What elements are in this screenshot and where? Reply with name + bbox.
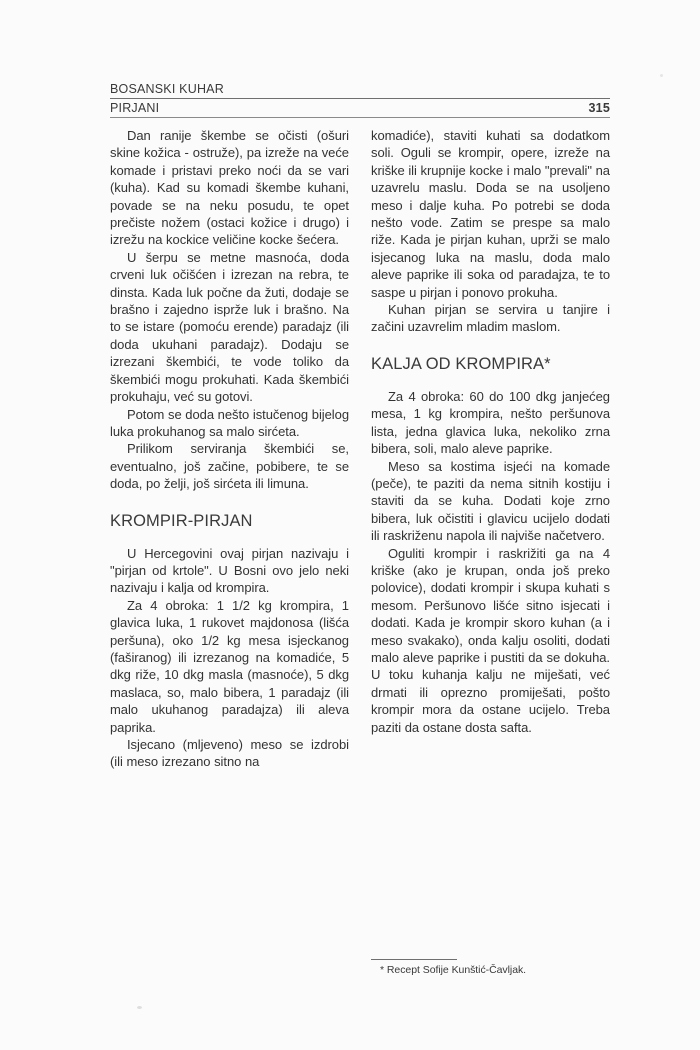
recipe-title-krompir-pirjan: KROMPIR-PIRJAN <box>110 511 253 530</box>
scan-speck <box>660 74 663 77</box>
scan-speck <box>137 1006 142 1009</box>
paragraph-column-break: Isjecano (mljeveno) meso se izdrobi (ili meso izrezano sitno na <box>110 737 349 770</box>
paragraph: Potom se doda nešto istučenog bijelog luka prokuhanog sa malo sirćeta. <box>110 406 349 439</box>
spacer <box>110 531 349 545</box>
text-columns <box>110 127 610 977</box>
header-rule-bottom <box>110 117 610 118</box>
spacer <box>371 374 610 388</box>
header-row <box>110 99 610 116</box>
footnote-text: * Recept Sofije Kunštić-Čavljak. <box>380 964 527 976</box>
right-column <box>371 127 610 977</box>
paragraph: Dan ranije škembe se očisti (ošuri skine kožica - ostruže), pa izreže na veće komade i pristavi preko noći da se vari (kuha). Kad su komadi škembe kuhani, povade se na neku posudu, te opet prečiste nožem (ostaci kožice i drugo) i izrežu na kockice veličine kocke šećera. <box>110 128 349 248</box>
book-title: BOSANSKI KUHAR <box>110 82 224 96</box>
paragraph: Prilikom serviranja škembići se, eventualno, još začine, pobibere, te se doda, po želji, još sirćeta ili limuna. <box>110 441 349 492</box>
paragraph: U šerpu se metne masnoća, doda crveni luk očišćen i izrezan na rebra, te dinsta. Kada luk počne da žuti, dodaje se brašno i zajedno isprže luk i brašno. Na to se istare (pomoću erende) paradajz (ili doda ukuhani paradajz). Dodaju se izrezani škembići, te vode toliko da škembići mogu prokuhati. Kada škembići prokuhaju, već su gotovi. <box>110 249 349 405</box>
paragraph: U Hercegovini ovaj pirjan nazivaju i "pirjan od krtole". U Bosni ovo jelo neki nazivaju i kalja od krompira. <box>110 545 349 596</box>
left-column <box>110 127 349 977</box>
section-title: PIRJANI <box>110 101 160 115</box>
paragraph: Kuhan pirjan se servira u tanjire i začini uzavrelim mladim maslom. <box>371 302 610 335</box>
spacer <box>371 336 610 354</box>
footnote <box>371 959 610 977</box>
running-head <box>110 82 610 118</box>
footnote-rule <box>371 959 457 960</box>
paragraph-continued: komadiće), staviti kuhati sa dodatkom soli. Oguli se krompir, opere, izreže na kriške ili krupnije kocke i malo "prevali" na uzavrelu maslu. Doda se na usoljeno meso i dalje kuha. Po potrebi se doda nešto vode. Zatim se prespe sa malo riže. Kada je pirjan kuhan, uprži se malo isjecanog luka na maslu, doda malo aleve paprike ili soka od paradajza, te to saspe u pirjan i ponovo prokuha. <box>371 128 610 300</box>
page-number: 315 <box>588 101 610 115</box>
paragraph: Meso sa kostima isjeći na komade (peče), te paziti da nema sitnih kostiju i staviti da se kuha. Dodati koje zrno bibera, luk očistiti i glavicu ucijelo dodati ili raskriženu napola ili najviše načetvero. <box>371 458 610 544</box>
paragraph: Za 4 obroka: 60 do 100 dkg janjećeg mesa, 1 kg krompira, nešto peršunova lista, jedna glavica luka, nekoliko zrna bibera, soli, malo aleve paprike. <box>371 388 610 457</box>
recipe-title-kalja-od-krompira: KALJA OD KROMPIRA* <box>371 354 551 373</box>
paragraph: Oguliti krompir i raskrižiti ga na 4 kriške (ako je krupan, onda još preko polovice), dodati krompir i skupa kuhati s mesom. Peršunovo lišće sitno isjecati i dodati. Kada je krompir skoro kuhan (a i meso svakako), onda kalju osoliti, dodati malo aleve paprike i pustiti da se dokuha. U toku kuhanja kalju ne miješati, već drmati ili oprezno promiješati, pošto krompir mora da ostane ucijelo. Treba paziti da ostane dosta safta. <box>371 545 610 735</box>
spacer <box>110 493 349 511</box>
paragraph: Za 4 obroka: 1 1/2 kg krompira, 1 glavica luka, 1 rukovet majdonosa (lišća peršuna), oko 1/2 kg mesa isjeckanog (faširanog) ili izrezanog na komadiće, 5 dkg riže, 10 dkg masla (masnoće), 5 dkg maslaca, so, malo bibera, 1 paradajz (ili malo ukuhanog paradajza) ili aleva paprika. <box>110 597 349 735</box>
